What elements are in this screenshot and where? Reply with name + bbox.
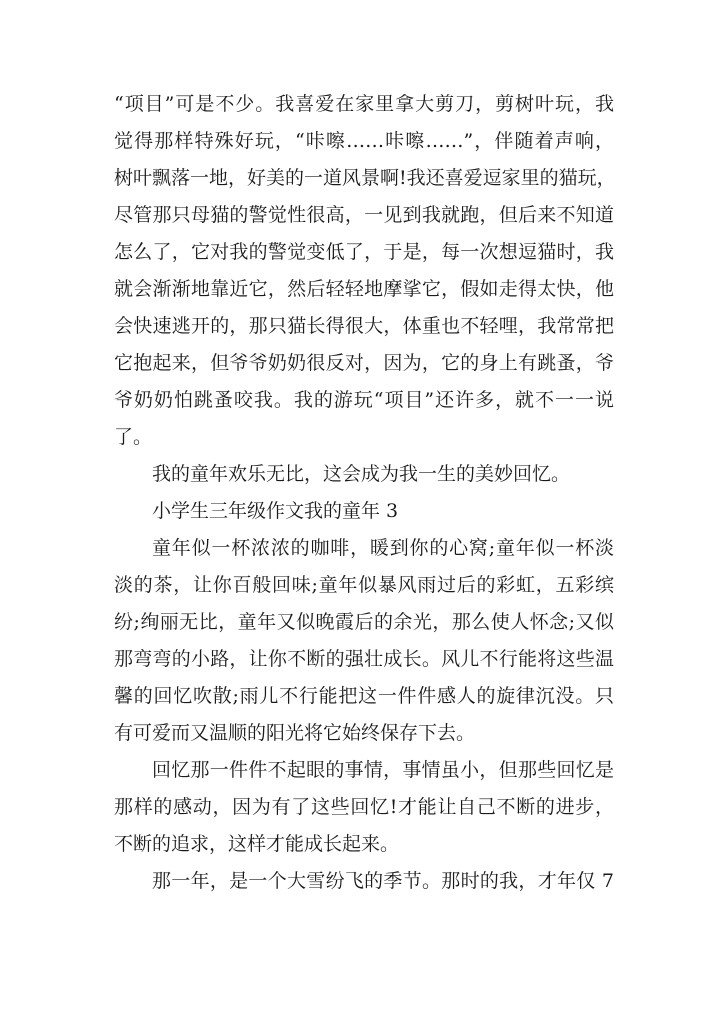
text-line: “项目”可是不少。我喜爱在家里拿大剪刀，剪树叶玩，我	[114, 93, 614, 115]
text-line: 不断的追求，这样才能成长起来。	[114, 833, 400, 855]
text-line: 小学生三年级作文我的童年 3	[152, 500, 399, 522]
text-line: 那一年，是一个大雪纷飞的季节。那时的我，才年仅 7	[152, 870, 614, 892]
text-line: 童年似一杯浓浓的咖啡，暖到你的心窝;童年似一杯淡	[152, 537, 614, 559]
text-line: 怎么了，它对我的警觉变低了，于是，每一次想逗猫时，我	[114, 241, 614, 263]
text-line: 淡的茶，让你百般回味;童年似暴风雨过后的彩虹，五彩缤	[114, 574, 614, 596]
text-line: 那弯弯的小路，让你不断的强壮成长。风儿不行能将这些温	[114, 648, 614, 670]
text-line: 尽管那只母猫的警觉性很高，一见到我就跑，但后来不知道	[114, 204, 614, 226]
text-line: 馨的回忆吹散;雨儿不行能把这一件件感人的旋律沉没。只	[114, 685, 614, 707]
text-line: 纷;绚丽无比，童年又似晚霞后的余光，那么使人怀念;又似	[114, 611, 614, 633]
text-line: 了。	[114, 426, 153, 448]
text-line: 回忆那一件件不起眼的事情，事情虽小，但那些回忆是	[152, 759, 614, 781]
text-line: 那样的感动，因为有了这些回忆!才能让自己不断的进步，	[114, 796, 614, 818]
text-line: 就会渐渐地靠近它，然后轻轻地摩挲它，假如走得太快，他	[114, 278, 614, 300]
text-line: 觉得那样特殊好玩，“咔嚓……咔嚓……”，伴随着声响，	[114, 130, 614, 152]
text-line: 它抱起来，但爷爷奶奶很反对，因为，它的身上有跳蚤，爷	[114, 352, 614, 374]
document-body	[114, 86, 614, 900]
text-line: 有可爱而又温顺的阳光将它始终保存下去。	[114, 722, 476, 744]
text-line: 树叶飘落一地，好美的一道风景啊!我还喜爱逗家里的猫玩，	[114, 167, 616, 189]
text-line: 会快速逃开的，那只猫长得很大，体重也不轻哩，我常常把	[114, 315, 614, 337]
text-line: 我的童年欢乐无比，这会成为我一生的美妙回忆。	[152, 463, 571, 485]
text-line: 爷奶奶怕跳蚤咬我。我的游玩“项目”还许多，就不一一说	[114, 389, 614, 411]
